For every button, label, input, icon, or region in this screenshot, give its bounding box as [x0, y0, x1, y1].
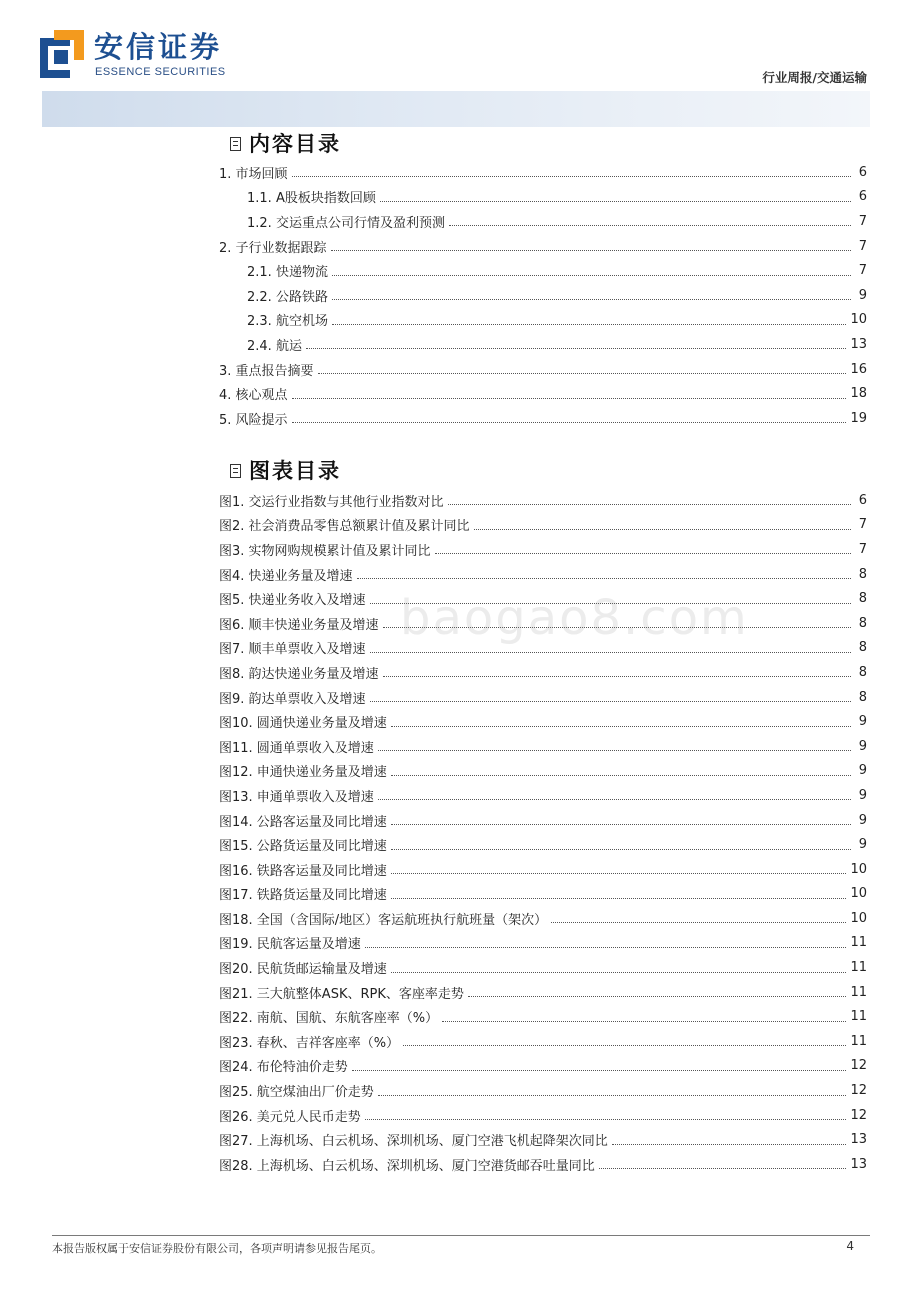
toc-entry[interactable] — [219, 234, 867, 259]
toc-entry-label: 图17. 铁路货运量及同比增速 — [219, 888, 387, 904]
toc-entry[interactable] — [219, 160, 867, 185]
toc-entry-page: 10 — [850, 312, 867, 328]
figures-heading — [230, 455, 341, 485]
toc-entry[interactable] — [219, 660, 867, 685]
toc-leader-dots — [391, 774, 851, 776]
toc-entry-label: 1.2. 交运重点公司行情及盈利预测 — [247, 215, 445, 231]
contents-list — [219, 160, 867, 431]
toc-entry-label: 图4. 快递业务量及增速 — [219, 568, 353, 584]
toc-entry-page: 7 — [858, 238, 867, 254]
toc-entry-page: 11 — [850, 984, 867, 1000]
toc-entry-page: 11 — [850, 935, 867, 951]
toc-entry-page: 6 — [858, 189, 867, 205]
toc-leader-dots — [378, 1094, 847, 1096]
document-icon — [230, 137, 241, 151]
toc-leader-dots — [318, 372, 847, 374]
toc-leader-dots — [391, 725, 851, 727]
toc-entry-label: 图12. 申通快递业务量及增速 — [219, 765, 387, 781]
contents-heading — [230, 128, 341, 158]
toc-entry-page: 19 — [850, 410, 867, 426]
toc-entry-label: 图1. 交运行业指数与其他行业指数对比 — [219, 494, 444, 510]
toc-leader-dots — [365, 1118, 847, 1120]
toc-entry[interactable] — [219, 882, 867, 907]
toc-entry-page: 9 — [858, 787, 867, 803]
toc-entry-label: 图27. 上海机场、白云机场、深圳机场、厦门空港飞机起降架次同比 — [219, 1134, 608, 1150]
toc-leader-dots — [306, 347, 847, 349]
toc-entry-label: 4. 核心观点 — [219, 388, 288, 404]
toc-entry[interactable] — [219, 906, 867, 931]
toc-leader-dots — [292, 397, 847, 399]
toc-leader-dots — [370, 700, 851, 702]
toc-leader-dots — [403, 1044, 846, 1046]
toc-entry-label: 2.4. 航运 — [247, 338, 302, 354]
toc-entry[interactable] — [219, 381, 867, 406]
toc-entry-page: 12 — [850, 1083, 867, 1099]
toc-leader-dots — [332, 298, 851, 300]
toc-leader-dots — [383, 675, 851, 677]
toc-leader-dots — [468, 995, 847, 997]
toc-entry-page: 9 — [858, 287, 867, 303]
toc-entry[interactable] — [219, 759, 867, 784]
toc-entry-label: 2. 子行业数据跟踪 — [219, 240, 327, 256]
toc-leader-dots — [442, 1020, 846, 1022]
document-icon — [230, 464, 241, 478]
toc-entry-page: 9 — [858, 714, 867, 730]
toc-entry[interactable] — [219, 1103, 867, 1128]
toc-entry[interactable] — [219, 488, 867, 513]
essence-logo-icon — [40, 30, 84, 78]
page-number: 4 — [846, 1239, 854, 1253]
toc-leader-dots — [331, 249, 851, 251]
toc-entry[interactable] — [219, 1004, 867, 1029]
toc-leader-dots — [352, 1069, 847, 1071]
toc-entry[interactable] — [219, 357, 867, 382]
toc-entry-label: 图10. 圆通快递业务量及增速 — [219, 716, 387, 732]
toc-entry-page: 6 — [858, 492, 867, 508]
toc-entry-page: 8 — [858, 664, 867, 680]
toc-entry[interactable] — [219, 1127, 867, 1152]
toc-entry-page: 6 — [858, 164, 867, 180]
toc-leader-dots — [391, 872, 847, 874]
toc-entry[interactable] — [219, 685, 867, 710]
toc-entry-page: 8 — [858, 689, 867, 705]
toc-entry[interactable] — [219, 537, 867, 562]
toc-entry[interactable] — [219, 1152, 867, 1177]
toc-entry-label: 图16. 铁路客运量及同比增速 — [219, 863, 387, 879]
toc-entry-label: 图28. 上海机场、白云机场、深圳机场、厦门空港货邮吞吐量同比 — [219, 1158, 595, 1174]
toc-entry[interactable] — [219, 513, 867, 538]
toc-leader-dots — [391, 848, 851, 850]
toc-entry[interactable] — [219, 562, 867, 587]
toc-leader-dots — [292, 421, 847, 423]
toc-entry[interactable] — [219, 332, 867, 357]
toc-entry-page: 8 — [858, 640, 867, 656]
toc-entry-label: 2.1. 快递物流 — [247, 265, 328, 281]
toc-entry-page: 7 — [858, 263, 867, 279]
toc-entry-page: 11 — [850, 960, 867, 976]
report-category: 行业周报/交通运输 — [762, 70, 867, 85]
toc-entry[interactable] — [219, 955, 867, 980]
toc-entry-label: 图25. 航空煤油出厂价走势 — [219, 1085, 374, 1101]
toc-entry[interactable] — [219, 1029, 867, 1054]
header-band — [42, 91, 870, 127]
toc-entry[interactable] — [219, 406, 867, 431]
toc-entry-label: 图7. 顺丰单票收入及增速 — [219, 642, 366, 658]
toc-entry-label: 图23. 春秋、吉祥客座率（%） — [219, 1035, 400, 1051]
toc-entry[interactable] — [219, 709, 867, 734]
toc-entry[interactable] — [219, 209, 867, 234]
toc-leader-dots — [551, 921, 846, 923]
toc-entry-label: 1.1. A股板块指数回顾 — [247, 191, 376, 207]
toc-entry-label: 图2. 社会消费品零售总额累计值及累计同比 — [219, 519, 470, 535]
toc-entry-label: 5. 风险提示 — [219, 412, 288, 428]
toc-entry-label: 图9. 韵达单票收入及增速 — [219, 691, 366, 707]
footer-disclaimer: 本报告版权属于安信证券股份有限公司，各项声明请参见报告尾页。 — [52, 1242, 382, 1255]
watermark: baogao8.com — [400, 590, 749, 646]
toc-entry-page: 12 — [850, 1107, 867, 1123]
toc-leader-dots — [332, 274, 851, 276]
page-header — [0, 0, 920, 130]
toc-entry[interactable] — [219, 283, 867, 308]
toc-leader-dots — [365, 946, 847, 948]
toc-entry[interactable] — [219, 931, 867, 956]
toc-leader-dots — [378, 798, 851, 800]
toc-entry-label: 图5. 快递业务收入及增速 — [219, 593, 366, 609]
toc-entry-page: 7 — [858, 541, 867, 557]
toc-entry-page: 8 — [858, 615, 867, 631]
toc-leader-dots — [378, 749, 851, 751]
toc-entry[interactable] — [219, 258, 867, 283]
toc-entry-page: 9 — [858, 837, 867, 853]
toc-entry-page: 11 — [850, 1009, 867, 1025]
toc-entry-label: 图6. 顺丰快递业务量及增速 — [219, 617, 379, 633]
toc-entry-label: 图24. 布伦特油价走势 — [219, 1060, 348, 1076]
toc-leader-dots — [391, 971, 847, 973]
toc-leader-dots — [332, 323, 847, 325]
toc-entry-label: 图11. 圆通单票收入及增速 — [219, 740, 374, 756]
contents-title: 内容目录 — [249, 132, 341, 156]
toc-entry-label: 图19. 民航客运量及增速 — [219, 937, 361, 953]
brand-name-cn: 安信证券 — [94, 30, 223, 64]
toc-entry-label: 2.3. 航空机场 — [247, 314, 328, 330]
toc-entry-label: 图15. 公路货运量及同比增速 — [219, 839, 387, 855]
toc-entry-label: 3. 重点报告摘要 — [219, 363, 314, 379]
toc-leader-dots — [391, 897, 847, 899]
toc-entry-page: 8 — [858, 591, 867, 607]
toc-entry-label: 图3. 实物网购规模累计值及累计同比 — [219, 543, 431, 559]
toc-entry[interactable] — [219, 783, 867, 808]
toc-leader-dots — [391, 823, 851, 825]
toc-entry[interactable] — [219, 185, 867, 210]
toc-entry-label: 图22. 南航、国航、东航客座率（%） — [219, 1011, 439, 1027]
toc-leader-dots — [599, 1167, 847, 1169]
toc-entry[interactable] — [219, 1078, 867, 1103]
toc-leader-dots — [380, 200, 851, 202]
toc-entry[interactable] — [219, 832, 867, 857]
toc-entry-label: 图13. 申通单票收入及增速 — [219, 789, 374, 805]
toc-entry-label: 图26. 美元兑人民币走势 — [219, 1109, 361, 1125]
toc-entry-label: 2.2. 公路铁路 — [247, 289, 328, 305]
toc-entry-page: 13 — [850, 1156, 867, 1172]
toc-leader-dots — [474, 528, 851, 530]
toc-entry[interactable] — [219, 980, 867, 1005]
toc-entry-label: 图18. 全国（含国际/地区）客运航班执行航班量（架次） — [219, 912, 548, 928]
toc-leader-dots — [435, 552, 851, 554]
toc-entry-page: 9 — [858, 812, 867, 828]
toc-entry-page: 13 — [850, 1132, 867, 1148]
toc-entry-page: 12 — [850, 1058, 867, 1074]
toc-entry-label: 图14. 公路客运量及同比增速 — [219, 814, 387, 830]
toc-entry[interactable] — [219, 1054, 867, 1079]
toc-entry[interactable] — [219, 857, 867, 882]
figures-title: 图表目录 — [249, 459, 341, 483]
toc-entry-page: 10 — [850, 910, 867, 926]
toc-entry-page: 13 — [850, 336, 867, 352]
toc-entry[interactable] — [219, 734, 867, 759]
toc-entry-page: 10 — [850, 861, 867, 877]
toc-leader-dots — [357, 577, 851, 579]
toc-leader-dots — [370, 651, 851, 653]
toc-entry-page: 7 — [858, 517, 867, 533]
toc-entry-page: 16 — [850, 361, 867, 377]
toc-entry-page: 7 — [858, 213, 867, 229]
toc-leader-dots — [448, 503, 851, 505]
footer-divider — [52, 1235, 870, 1236]
toc-entry-label: 图21. 三大航整体ASK、RPK、客座率走势 — [219, 986, 464, 1002]
toc-entry-page: 18 — [850, 386, 867, 402]
toc-entry-page: 8 — [858, 566, 867, 582]
toc-entry-page: 9 — [858, 763, 867, 779]
toc-entry[interactable] — [219, 308, 867, 333]
toc-entry-label: 图8. 韵达快递业务量及增速 — [219, 666, 379, 682]
toc-entry-label: 图20. 民航货邮运输量及增速 — [219, 962, 387, 978]
toc-leader-dots — [612, 1143, 847, 1145]
toc-leader-dots — [292, 175, 851, 177]
toc-entry-label: 1. 市场回顾 — [219, 166, 288, 182]
brand-name-en: ESSENCE SECURITIES — [95, 66, 226, 78]
toc-entry-page: 9 — [858, 738, 867, 754]
toc-entry-page: 11 — [850, 1033, 867, 1049]
toc-entry-page: 10 — [850, 886, 867, 902]
toc-leader-dots — [449, 224, 851, 226]
toc-entry[interactable] — [219, 808, 867, 833]
